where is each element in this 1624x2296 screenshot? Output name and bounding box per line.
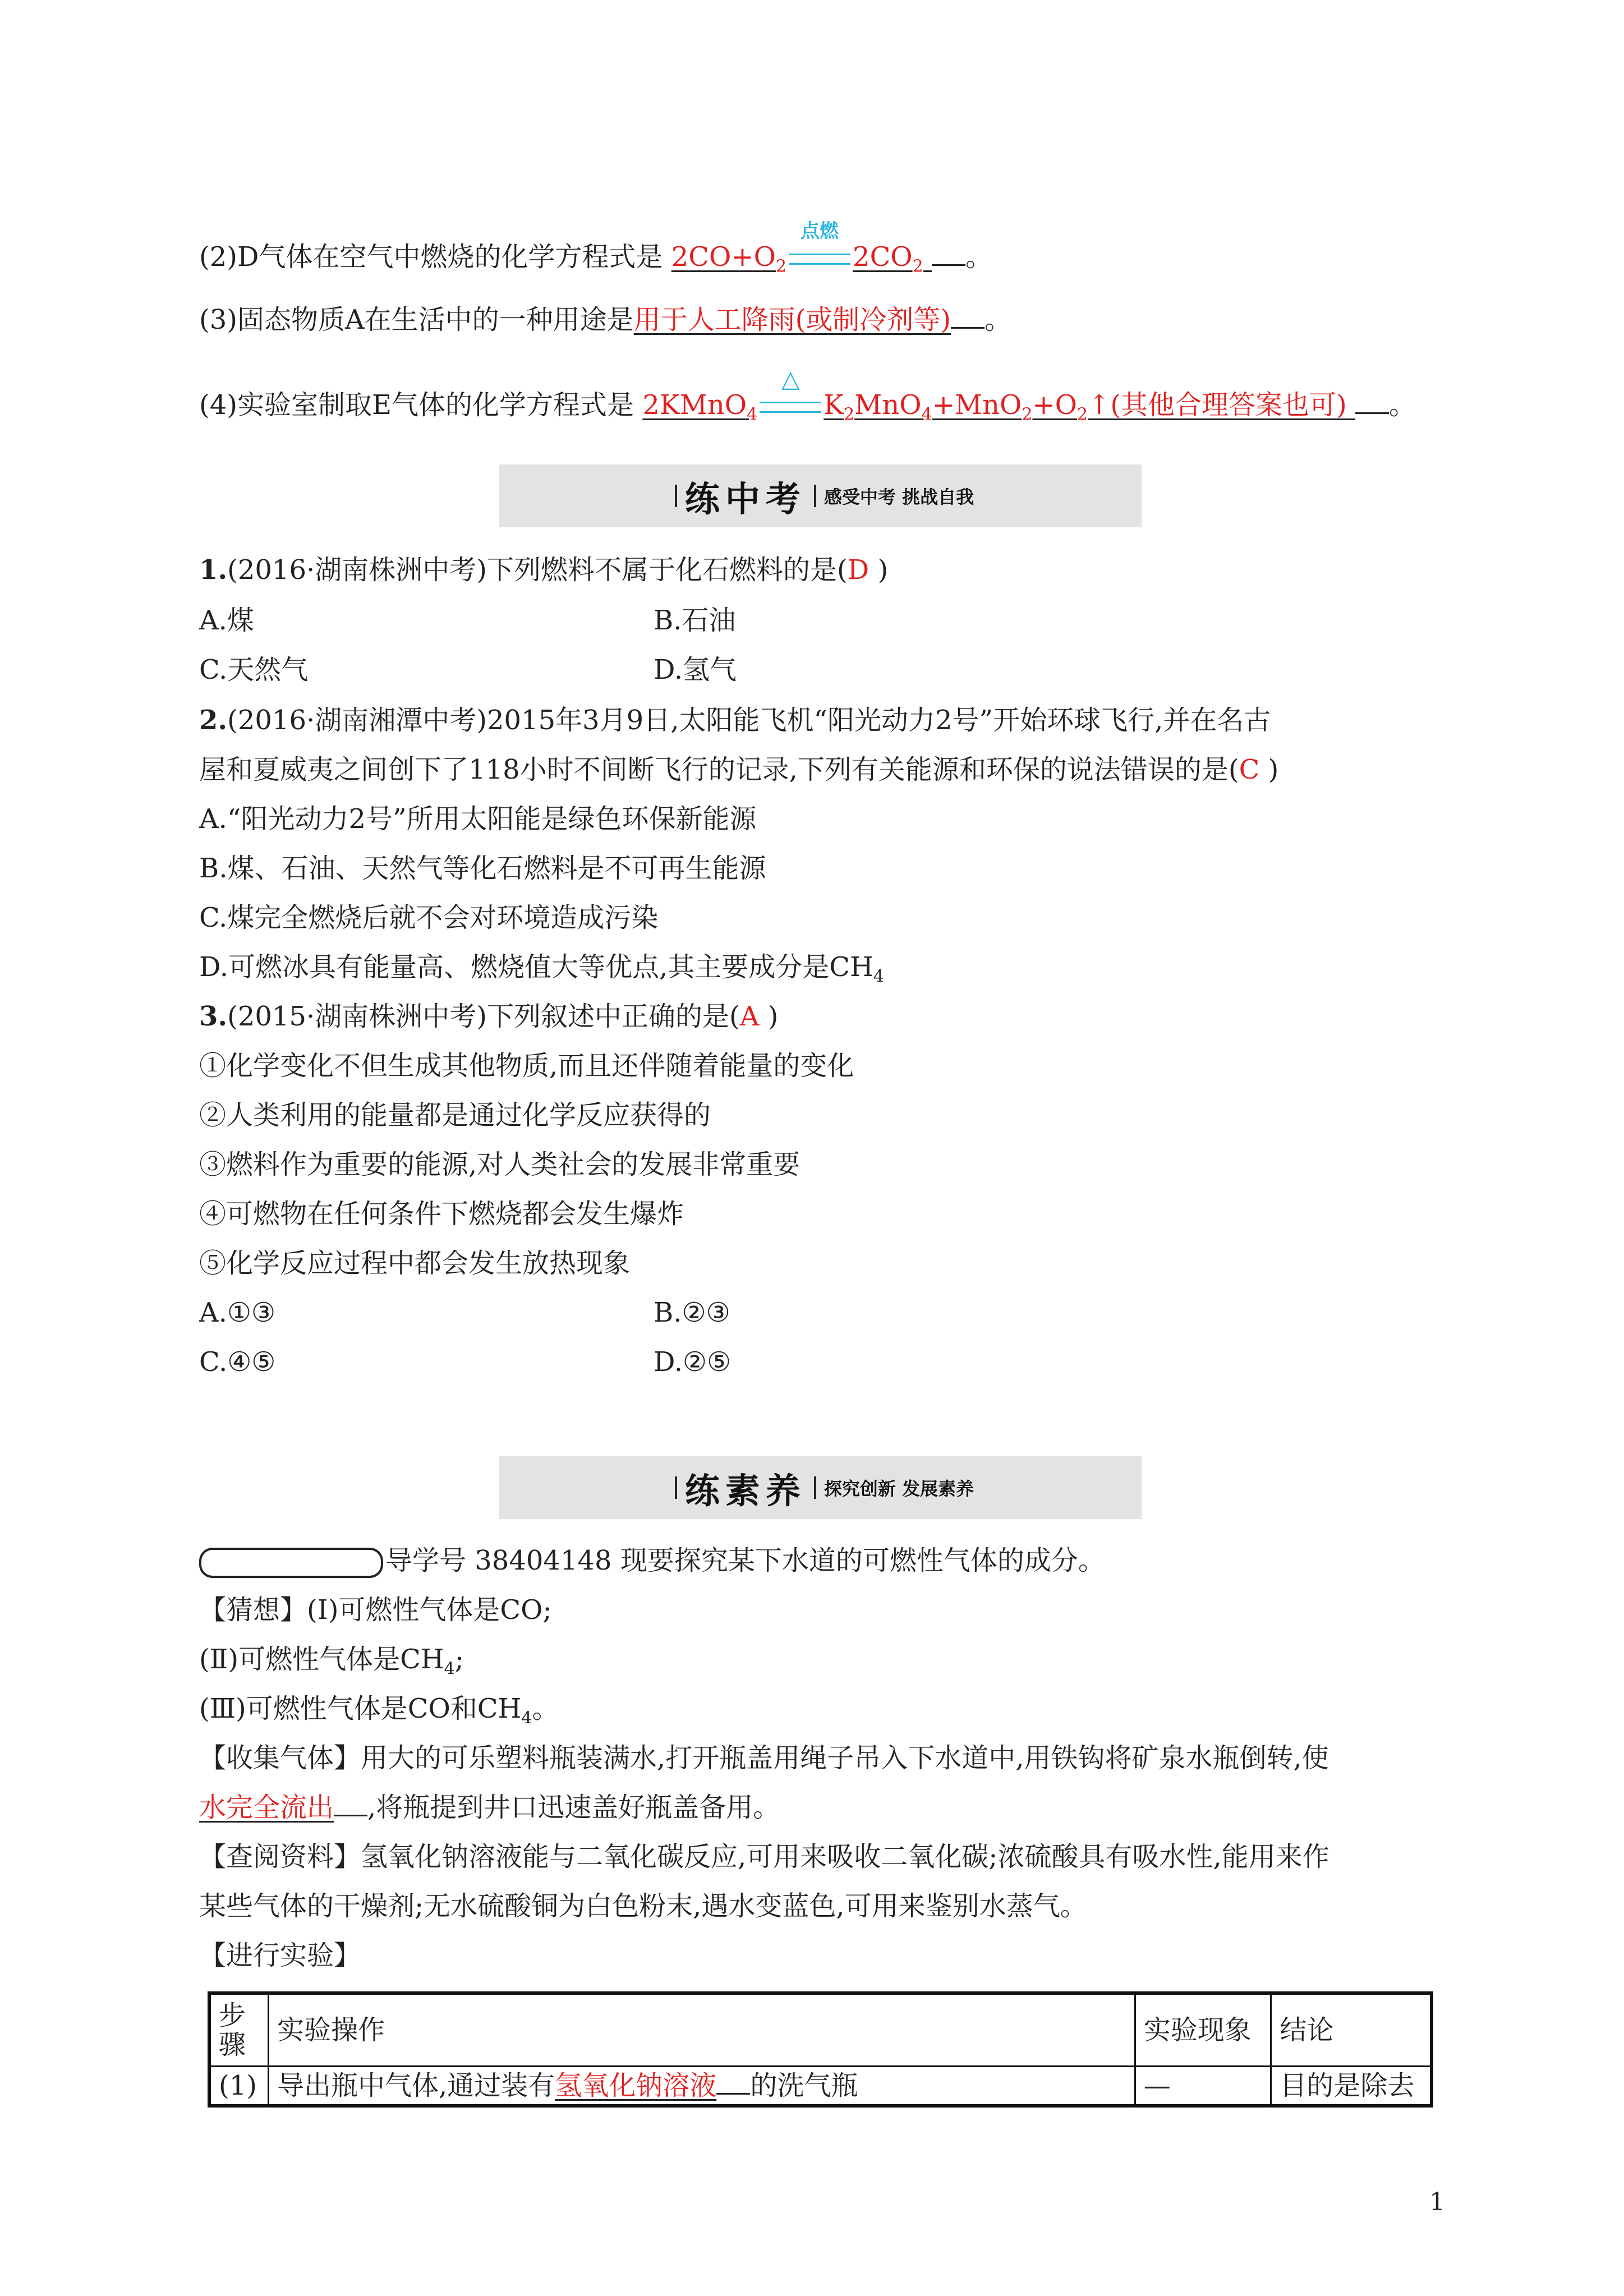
section-banner-competency [499, 1456, 1142, 1519]
reaction-condition [789, 220, 850, 274]
q2-option-c [199, 901, 658, 935]
period: 。 [965, 241, 993, 273]
answer-equation-4 [642, 365, 1355, 425]
question-2 [199, 703, 1271, 737]
eq-right: 2CO [853, 241, 913, 273]
sub: 4 [747, 404, 758, 425]
section-banner-practice-exam [499, 464, 1142, 527]
table-header-row [209, 1993, 1432, 2066]
section-label: 【进行实验】 [199, 1940, 361, 1971]
section-label: 【查阅资料】 [199, 1841, 361, 1872]
blank-underline [334, 1809, 367, 1816]
divider [814, 485, 816, 507]
page-number: 1 [1429, 2188, 1445, 2216]
header-phenomenon: 实验现象 [1135, 1993, 1271, 2066]
option-a: A.“阳光动力2号”所用太阳能是绿色环保新能源 [199, 803, 757, 835]
guess-1 [199, 1593, 552, 1627]
option-a: A.①③ [199, 1297, 275, 1328]
option-d: D.氢气 [654, 654, 737, 685]
collect-gas-cont [199, 1791, 780, 1824]
equals-sign [760, 402, 821, 413]
question-text: (2016·湖南湘潭中考)2015年3月9日,太阳能飞机“阳光动力2号”开始环球飞行,并在名古 [227, 705, 1271, 736]
q3-options-row-1 [199, 1296, 730, 1329]
section-label: 【猜想】 [199, 1594, 307, 1626]
blank-underline [932, 259, 965, 266]
collect-gas [199, 1741, 1329, 1775]
eq-right: K [823, 389, 844, 421]
reference-info [199, 1840, 1329, 1874]
answer-choice: A [739, 1001, 760, 1032]
divider [675, 485, 677, 507]
heat-triangle-icon: △ [781, 365, 800, 393]
answer-choice: C [1239, 754, 1260, 785]
question-2-cont [199, 753, 1278, 786]
sub: 2 [912, 256, 923, 277]
collect-text: ,将瓶提到井口迅速盖好瓶盖备用。 [367, 1792, 780, 1823]
question-text: 屋和夏威夷之间创下了118小时不间断飞行的记录,下列有关能源和环保的说法错误的是( [199, 754, 1239, 785]
question-text: 导学号 38404148 现要探究某下水道的可燃性气体的成分。 [385, 1545, 1105, 1576]
experiment-table [208, 1991, 1433, 2108]
eq-left: 2KMnO [642, 389, 747, 421]
q1-options-row-2 [199, 653, 737, 687]
blank-underline [716, 2087, 750, 2095]
eq-left: 2CO+O [671, 241, 776, 273]
question-text: (2015·湖南株洲中考)下列叙述中正确的是( [227, 1001, 740, 1032]
close-paren: ) [869, 554, 889, 586]
sub: 2 [1022, 404, 1033, 425]
question-marker-pill [199, 1548, 383, 1578]
q3-statement-5 [199, 1246, 630, 1280]
answer-usage: 用于人工降雨(或制冷剂等) [633, 304, 951, 335]
section-label: 【收集气体】 [199, 1742, 361, 1774]
question-text: (2016·湖南株洲中考)下列燃料不属于化石燃料的是( [227, 554, 848, 586]
sub: 2 [844, 404, 855, 425]
q2-option-d [199, 950, 884, 994]
banner-title: 练中考 [684, 478, 806, 519]
q2-option-a [199, 802, 757, 836]
q-part-3-text: (3)固态物质A在生活中的一种用途是 [199, 304, 634, 335]
eq-right: +O [1032, 389, 1077, 421]
q-part-4 [199, 365, 1416, 432]
reaction-condition [760, 365, 821, 422]
condition-label: 点燃 [801, 220, 839, 242]
period: 。 [1389, 389, 1416, 421]
statement: ③燃料作为重要的能源,对人类社会的发展非常重要 [199, 1149, 801, 1180]
q1-options-row-1 [199, 604, 736, 637]
sub: 4 [444, 1659, 455, 1679]
header-step: 步骤 [209, 1993, 269, 2066]
q3-statement-1 [199, 1049, 854, 1083]
cell-operation [269, 2066, 1135, 2106]
option-c: C.煤完全燃烧后就不会对环境造成污染 [199, 902, 659, 933]
question-number: 2. [199, 705, 228, 736]
option-b: B.煤、石油、天然气等化石燃料是不可再生能源 [199, 853, 766, 884]
q-part-2-text: (2)D气体在空气中燃烧的化学方程式是 [199, 241, 663, 273]
cell-step: (1) [209, 2066, 269, 2106]
guess-text: (Ⅰ)可燃性气体是CO; [307, 1594, 552, 1626]
reference-text: 某些气体的干燥剂;无水硫酸铜为白色粉末,遇水变蓝色,可用来鉴别水蒸气。 [199, 1890, 1087, 1922]
q-part-4-text: (4)实验室制取E气体的化学方程式是 [199, 389, 634, 421]
banner-title: 练素养 [684, 1470, 806, 1511]
blank-underline [1355, 407, 1389, 414]
statement: ④可燃物在任何条件下燃烧都会发生爆炸 [199, 1198, 684, 1230]
collect-text: 用大的可乐塑料瓶装满水,打开瓶盖用绳子吊入下水道中,用铁钩将矿泉水瓶倒转,使 [361, 1742, 1329, 1774]
option-b: B.②③ [654, 1297, 730, 1328]
divider [814, 1476, 816, 1499]
banner-subtitle: 探究创新 发展素养 [823, 1478, 974, 1499]
answer-solution: 氢氧化钠溶液 [555, 2069, 717, 2101]
statement: ①化学变化不但生成其他物质,而且还伴随着能量的变化 [199, 1050, 854, 1082]
option-c: C.天然气 [199, 654, 309, 685]
header-operation: 实验操作 [269, 1993, 1135, 2066]
eq-right: ↑(其他合理答案也可) [1088, 389, 1347, 421]
blank-underline [951, 321, 984, 329]
guess-text: (Ⅱ)可燃性气体是CH [199, 1644, 444, 1675]
question-1 [199, 553, 888, 587]
sub: 4 [873, 967, 884, 987]
q3-options-row-2 [199, 1345, 732, 1379]
q3-statement-3 [199, 1148, 800, 1181]
option-d: D.可燃冰具有能量高、燃烧值大等优点,其主要成分是CH [199, 951, 873, 983]
reference-text: 氢氧化钠溶液能与二氧化碳反应,可用来吸收二氧化碳;浓硫酸具有吸水性,能用来作 [361, 1841, 1329, 1872]
question-4-intro [199, 1544, 1105, 1578]
answer-choice: D [847, 554, 869, 586]
operation-text: 的洗气瓶 [750, 2069, 858, 2101]
guess-3 [199, 1692, 559, 1736]
q2-option-b [199, 852, 766, 885]
cell-phenomenon: — [1135, 2066, 1271, 2106]
q3-statement-2 [199, 1098, 711, 1132]
answer-equation-2 [671, 220, 932, 277]
q-part-2 [199, 220, 993, 284]
sub: 4 [521, 1708, 532, 1728]
q-part-3 [199, 303, 1011, 337]
option-a: A.煤 [199, 605, 254, 636]
banner-subtitle: 感受中考 挑战自我 [823, 486, 974, 508]
cell-conclusion: 目的是除去 [1271, 2066, 1432, 2106]
header-conclusion: 结论 [1271, 1993, 1432, 2066]
divider [675, 1476, 677, 1499]
sub: 4 [921, 404, 932, 425]
question-number: 1. [199, 554, 228, 586]
punct: ; [454, 1644, 464, 1675]
option-b: B.石油 [654, 605, 736, 636]
question-3 [199, 1000, 778, 1033]
sub: 2 [775, 256, 787, 277]
statement: ②人类利用的能量都是通过化学反应获得的 [199, 1099, 711, 1131]
table-row [209, 2066, 1432, 2106]
guess-text: (Ⅲ)可燃性气体是CO和CH [199, 1693, 522, 1724]
experiment-label [199, 1939, 361, 1972]
close-paren: ) [759, 1001, 779, 1032]
option-c: C.④⑤ [199, 1346, 276, 1378]
close-paren: ) [1259, 754, 1279, 785]
statement: ⑤化学反应过程中都会发生放热现象 [199, 1248, 631, 1279]
guess-2 [199, 1642, 464, 1686]
sub: 2 [1077, 404, 1088, 425]
answer-collect: 水完全流出 [199, 1792, 334, 1823]
q3-statement-4 [199, 1197, 684, 1231]
equals-sign [789, 254, 850, 265]
eq-right: +MnO [932, 389, 1022, 421]
option-d: D.②⑤ [654, 1346, 732, 1378]
operation-text: 导出瓶中气体,通过装有 [277, 2069, 555, 2101]
reference-info-cont [199, 1889, 1087, 1923]
period: 。 [984, 304, 1012, 335]
question-number: 3. [199, 1001, 228, 1032]
punct: 。 [532, 1693, 559, 1724]
eq-right: MnO [854, 389, 922, 421]
